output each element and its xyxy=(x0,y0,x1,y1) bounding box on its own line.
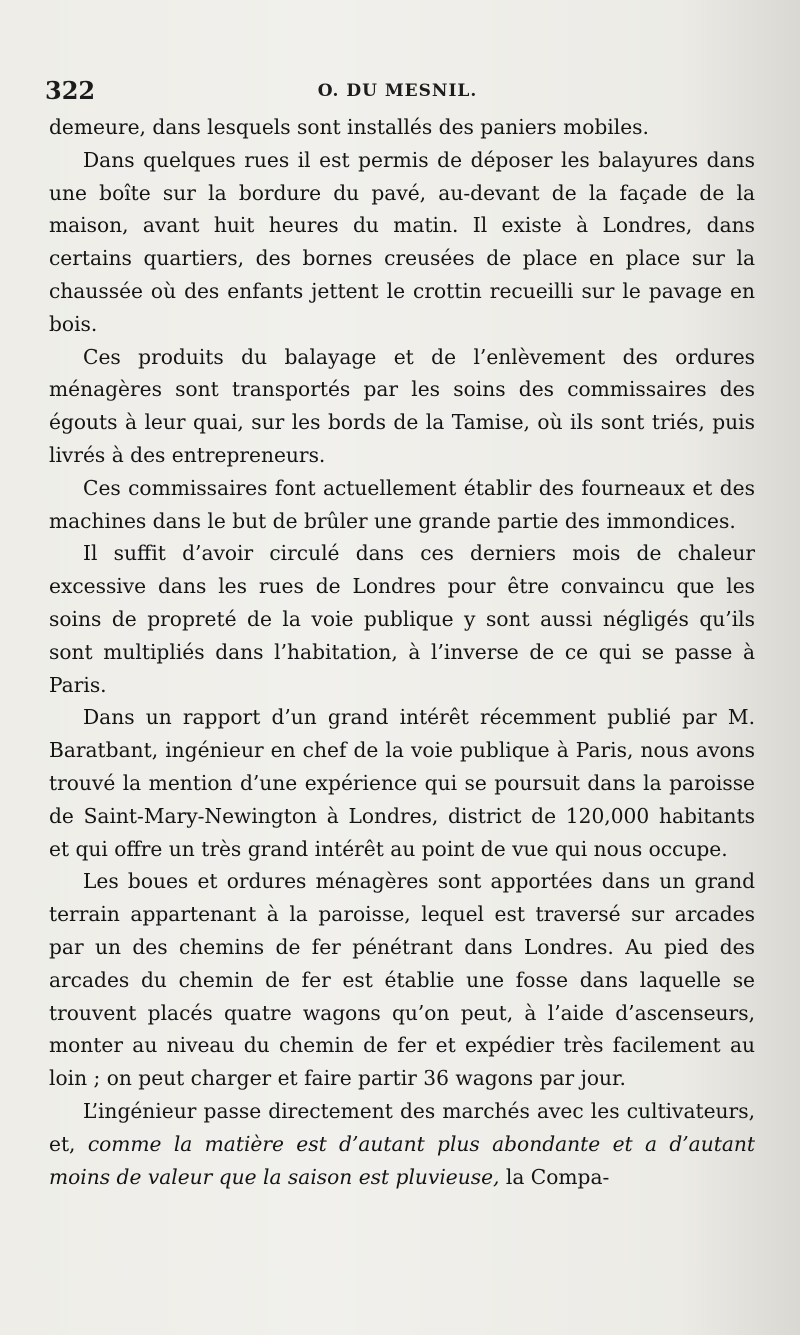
page-header xyxy=(45,76,750,108)
paragraph: Ces commissaires font actuellement établir des fourneaux et des machines dans le but de brûler une grande partie des immondices. xyxy=(49,475,755,533)
running-head: O. DU MESNIL. xyxy=(317,81,478,101)
paragraph: Dans un rapport d’un grand intérêt récemment publié par M. Baratbant, ingénieur en chef de la voie publique à Paris, nous avons trouvé la mention d’une expérience qui se poursuit dans la paroisse de Saint-Mary-Newington à Londres, district de 120,000 habitants et qui offre un très grand intérêt au point de vue qui nous occupe. xyxy=(49,705,755,861)
paragraph: Dans quelques rues il est permis de déposer les balayures dans une boîte sur la bordure du pavé, au-devant de la façade de la maison, avant huit heures du matin. Il existe à Londres, dans certains quartiers, des bornes creusées de place en place sur la chaussée où des enfants jettent le crottin recueilli sur le pavage en bois. xyxy=(49,147,755,336)
paragraph-text: L’ingénieur passe directement des marchés avec les cultivateurs, et, xyxy=(49,1098,755,1156)
paragraph: Ces produits du balayage et de l’enlèvement des ordures ménagères sont transportés par les soins des commissaires des égouts à leur quai, sur les bords de la Tamise, où ils sont triés, puis livrés à des entrepreneurs. xyxy=(49,344,755,467)
page-number: 322 xyxy=(45,76,96,105)
paragraph-last xyxy=(49,1095,755,1193)
paragraph-continuation: demeure, dans lesquels sont installés des paniers mobiles. xyxy=(49,115,649,139)
paragraph-text: la Compa- xyxy=(499,1164,610,1189)
body-text xyxy=(49,111,755,1193)
paragraph: Il suffit d’avoir circulé dans ces derniers mois de chaleur excessive dans les rues de Londres pour être convaincu que les soins de propreté de la voie publique y sont aussi négligés qu’ils sont multipliés dans l’habitation, à l’inverse de ce qui se passe à Paris. xyxy=(49,541,755,697)
paragraph: Les boues et ordures ménagères sont apportées dans un grand terrain appartenant à la paroisse, lequel est traversé sur arcades par un des chemins de fer pénétrant dans Londres. Au pied des arcades du chemin de fer est établie une fosse dans laquelle se trouvent placés quatre wagons qu’on peut, à l’aide d’ascenseurs, monter au niveau du chemin de fer et expédier très facilement au loin ; on peut charger et faire partir 36 wagons par jour. xyxy=(49,869,755,1091)
italic-text: comme la matière est d’autant plus abondante et a d’autant moins de valeur que la saison est pluvieuse, xyxy=(49,1131,755,1189)
